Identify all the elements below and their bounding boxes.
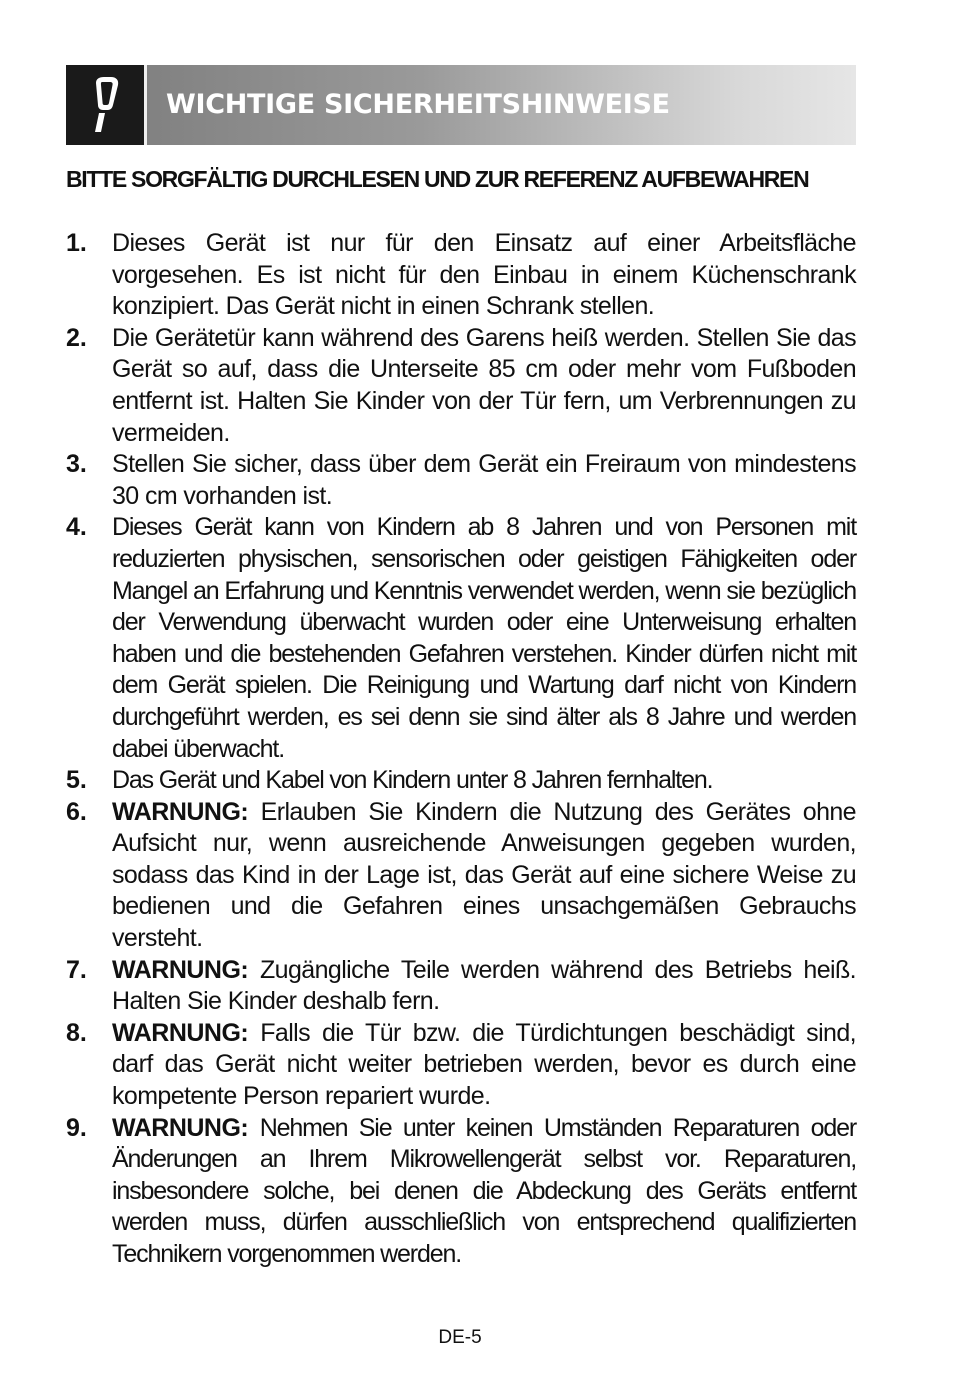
item-text: Falls die Tür bzw. die Türdichtungen beschädigt sind, darf das Gerät nicht weiter betrieben werden, bevor es durch eine kompetente Person repariert wurde.: [112, 1018, 856, 1111]
list-item: [66, 449, 856, 512]
list-item: [66, 797, 856, 955]
item-text-container: [112, 1113, 856, 1271]
item-text: Das Gerät und Kabel von Kindern unter 8 Jahren fernhalten.: [112, 766, 713, 795]
list-item: [66, 512, 856, 765]
item-text: Nehmen Sie unter keinen Umständen Reparaturen oder Änderungen an Ihrem Mikrowellengerät selbst vor. Reparaturen, insbesondere solche, bei denen die Abdeckung des Geräts entfernt werden muss, dürfen ausschließlich von entsprechend qualifizierten Technikern vorgenommen werden.: [112, 1113, 857, 1268]
item-text: Die Gerätetür kann während des Garens heiß werden. Stellen Sie das Gerät so auf, dass die Unterseite 85 cm oder mehr vom Fußboden entfernt ist. Halten Sie Kinder von der Tür fern, um Verbrennungen zu vermeiden.: [112, 323, 856, 447]
exclamation-icon: [66, 65, 147, 145]
item-text: Zugängliche Teile werden während des Betriebs heiß. Halten Sie Kinder deshalb fern.: [112, 955, 856, 1016]
item-text: Erlauben Sie Kindern die Nutzung des Gerätes ohne Aufsicht nur, wenn ausreichende Anweisungen gegeben wurden, sodass das Kind in der Lage ist, das Gerät auf eine sichere Weise zu bedienen und die Gefahren eines unsachgemäßen Gebrauchs versteht.: [112, 797, 856, 953]
safety-instructions-list: [66, 228, 856, 1271]
item-number: 3.: [66, 450, 87, 479]
item-number: 8.: [66, 1018, 87, 1047]
item-number: 4.: [66, 513, 87, 542]
warning-label: WARNUNG:: [112, 797, 249, 826]
item-number: 7.: [66, 955, 87, 984]
subtitle: BITTE SORGFÄLTIG DURCHLESEN UND ZUR REFERENZ AUFBEWAHREN: [66, 166, 809, 192]
item-number: 6.: [66, 797, 87, 826]
warning-label: WARNUNG:: [112, 1018, 249, 1047]
list-item: [66, 1113, 856, 1271]
warning-label: WARNUNG:: [112, 1113, 249, 1142]
item-number: 2.: [66, 323, 87, 352]
item-number: 5.: [66, 766, 87, 795]
item-text-container: [112, 797, 856, 955]
item-number: 9.: [66, 1113, 87, 1142]
page-title: WICHTIGE SICHERHEITSHINWEISE: [166, 89, 670, 120]
item-text-container: [112, 1018, 856, 1113]
list-item: [66, 228, 856, 323]
list-item: [66, 323, 856, 449]
item-text: Stellen Sie sicher, dass über dem Gerät ein Freiraum von mindestens 30 cm vorhanden ist.: [112, 450, 856, 510]
list-item: [66, 1018, 856, 1113]
item-number: 1.: [66, 229, 87, 257]
item-text: Dieses Gerät kann von Kindern ab 8 Jahren und von Personen mit reduzierten physischen, sensorischen oder geistigen Fähigkeiten oder Mangel an Erfahrung und Kenntnis verwendet werden, wenn sie bezüglich der Verwendung überwacht wurden oder eine Unterweisung erhalten haben und die bestehenden Gefahren verstehen. Kinder dürfen nicht mit dem Gerät spielen. Die Reinigung und Wartung darf nicht von Kindern durchgeführt werden, es sei denn sie sind älter als 8 Jahre und werden dabei überwacht.: [112, 513, 856, 763]
page-number: DE-5: [438, 1327, 482, 1348]
item-text-container: [112, 955, 856, 1018]
item-text: Dieses Gerät ist nur für den Einsatz auf einer Arbeitsfläche vorgesehen. Es ist nicht für den Einbau in einem Küchenschrank konzipiert. Das Gerät nicht in einen Schrank stellen.: [112, 229, 856, 321]
section-header: [66, 65, 856, 145]
list-item: [66, 765, 856, 797]
warning-label: WARNUNG:: [112, 955, 249, 984]
list-item: [66, 955, 856, 1018]
